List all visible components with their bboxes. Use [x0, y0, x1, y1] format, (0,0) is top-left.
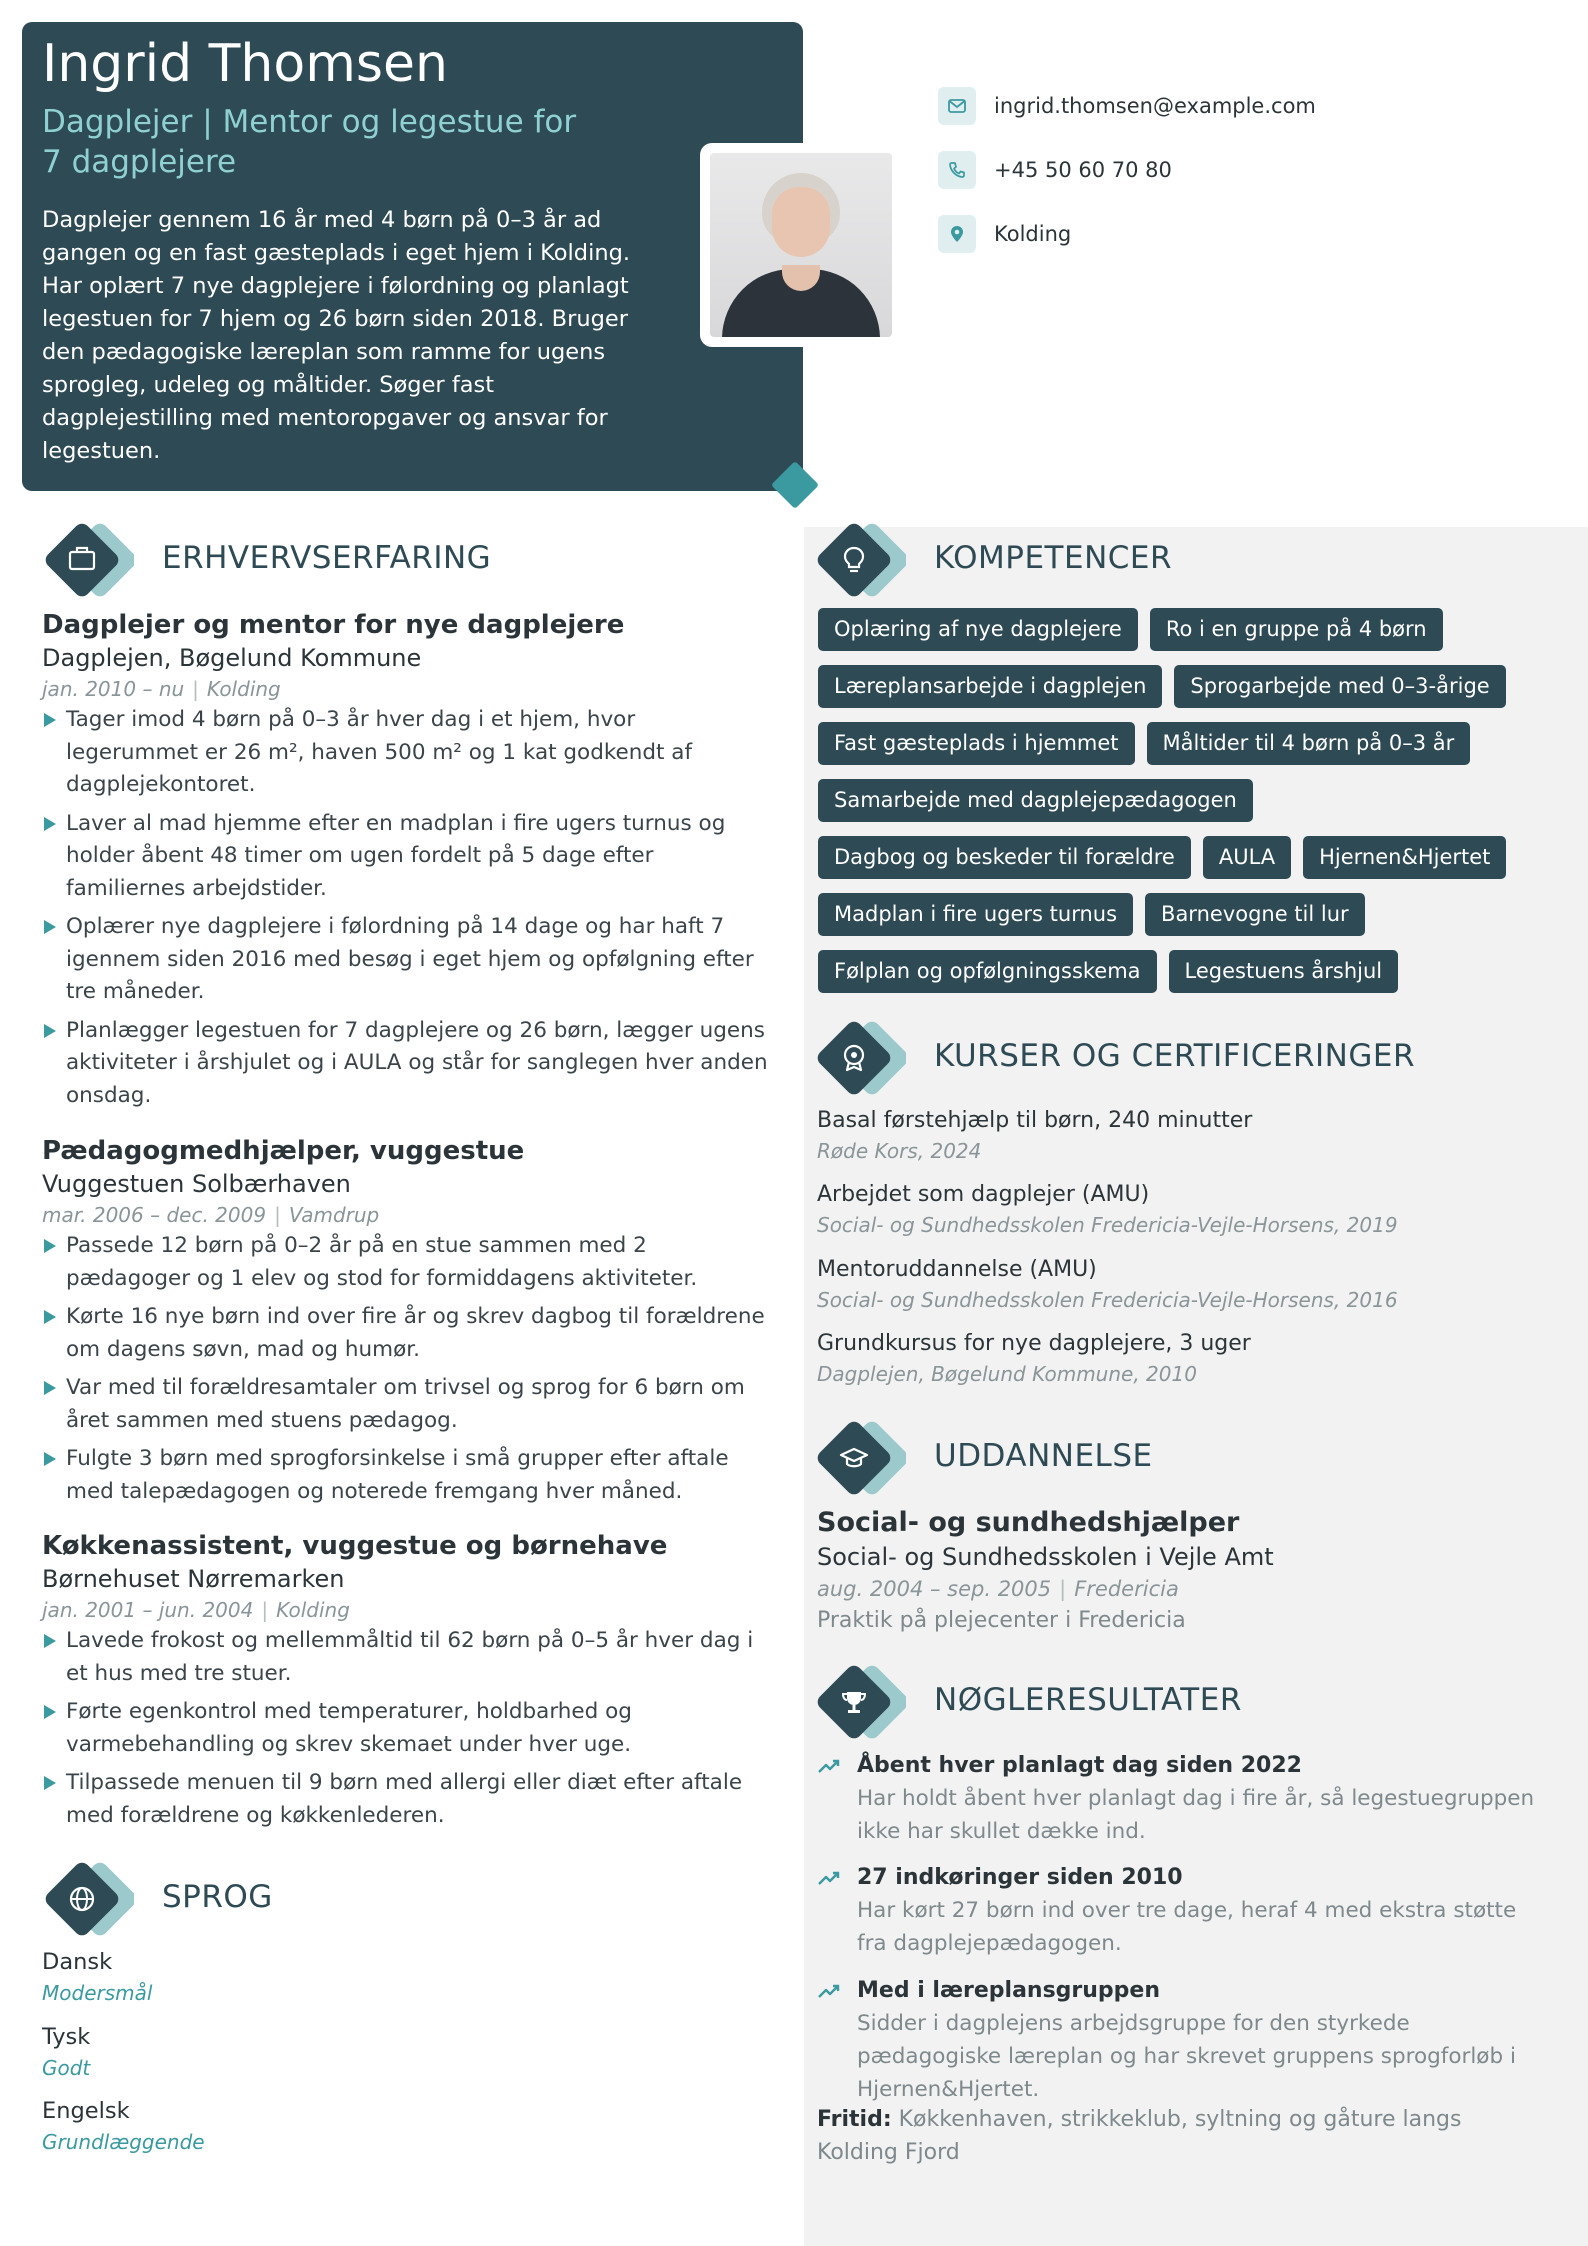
contact-location: [938, 214, 1071, 254]
job-meta: jan. 2001 – jun. 2004 | Kolding: [42, 1598, 350, 1622]
education-note: Praktik på plejecenter i Fredericia: [817, 1608, 1186, 1633]
mail-icon: [938, 87, 976, 125]
job-place: Kolding: [206, 677, 281, 701]
course-title: Grundkursus for nye dagplejere, 3 uger: [817, 1331, 1251, 1356]
education-dates: aug. 2004 – sep. 2005: [817, 1577, 1052, 1601]
course-item: [817, 1106, 1557, 1166]
skills-list: [818, 608, 1518, 993]
trophy-icon: [814, 1662, 906, 1742]
award-icon: [814, 1018, 906, 1098]
education-school: Social- og Sundhedsskolen i Vejle Amt: [817, 1543, 1274, 1571]
section-title-education: UDDANNELSE: [934, 1438, 1153, 1474]
hobbies-label: Fritid:: [817, 2107, 892, 2132]
skill-chip: Hjernen&Hjertet: [1303, 836, 1506, 879]
job-dates: jan. 2010 – nu: [42, 677, 185, 701]
job-title: Dagplejer og mentor for nye dagplejere: [42, 610, 625, 640]
result-title: 27 indkøringer siden 2010: [857, 1865, 1183, 1890]
course-source: Dagplejen, Bøgelund Kommune, 2010: [817, 1362, 1197, 1386]
skill-chip: Måltider til 4 børn på 0–3 år: [1147, 722, 1471, 765]
job-bullet: Planlægger legestuen for 7 dagplejere og 26 børn, lægger ugens aktiviteter i årshjulet og i AULA og står for sanglegen hver anden onsdag.: [42, 1015, 772, 1113]
job-organization: Børnehuset Nørremarken: [42, 1565, 345, 1593]
header-card: [22, 22, 803, 491]
globe-icon: [42, 1859, 134, 1939]
hobbies: [817, 2103, 1517, 2169]
course-source: Social- og Sundhedsskolen Fredericia-Vejle-Horsens, 2016: [817, 1288, 1398, 1312]
language-item: [42, 2095, 205, 2157]
language-level: Modersmål: [42, 1981, 153, 2005]
skill-chip: Ro i en gruppe på 4 børn: [1150, 608, 1443, 651]
result-item: [817, 1750, 1537, 1848]
course-title: Mentoruddannelse (AMU): [817, 1257, 1097, 1282]
profile-photo: [710, 153, 892, 337]
briefcase-icon: [42, 520, 134, 600]
section-title-experience: ERHVERVSERFARING: [162, 540, 492, 576]
skill-chip: Følplan og opfølgningsskema: [818, 950, 1157, 993]
job-bullet: Lavede frokost og mellemmåltid til 62 børn på 0–5 år hver dag i et hus med tre stuer.: [42, 1625, 772, 1690]
trend-up-icon: [817, 1757, 841, 1775]
job-organization: Vuggestuen Solbærhaven: [42, 1170, 351, 1198]
job-bullets: [42, 1230, 772, 1508]
skill-chip: Barnevogne til lur: [1145, 893, 1365, 936]
job-bullet: Fulgte 3 børn med sprogforsinkelse i små grupper efter aftale med talepædagogen og noterede fremgang hver måned.: [42, 1443, 772, 1508]
course-item: [817, 1329, 1557, 1389]
job-meta: mar. 2006 – dec. 2009 | Vamdrup: [42, 1203, 380, 1227]
job-organization: Dagplejen, Bøgelund Kommune: [42, 644, 422, 672]
job-bullet: Laver al mad hjemme efter en madplan i fire ugers turnus og holder åbent 48 timer om ugen fordelt på 5 dage efter familiernes arbejdstider.: [42, 808, 772, 906]
contact-email[interactable]: [938, 86, 1316, 126]
contact-phone[interactable]: [938, 150, 1172, 190]
contact-phone-text: +45 50 60 70 80: [994, 158, 1172, 182]
job-dates: jan. 2001 – jun. 2004: [42, 1598, 254, 1622]
job-entry-3: [42, 1529, 772, 1838]
trend-up-icon: [817, 1869, 841, 1887]
job-title: Køkkenassistent, vuggestue og børnehave: [42, 1531, 668, 1561]
skill-chip: AULA: [1203, 836, 1291, 879]
education-meta: aug. 2004 – sep. 2005 | Fredericia: [817, 1577, 1179, 1601]
job-entry-1: [42, 608, 772, 1118]
skill-chip: Legestuens årshjul: [1169, 950, 1399, 993]
job-bullet: Førte egenkontrol med temperaturer, holdbarhed og varmebehandling og skrev skemaet under hver uge.: [42, 1696, 772, 1761]
course-item: [817, 1255, 1557, 1315]
section-title-languages: SPROG: [162, 1879, 273, 1915]
education-title: Social- og sundhedshjælper: [817, 1507, 1240, 1538]
section-title-courses: KURSER OG CERTIFICERINGER: [934, 1038, 1415, 1074]
language-name: Dansk: [42, 1949, 113, 1975]
result-item: [817, 1975, 1537, 2106]
lightbulb-icon: [814, 520, 906, 600]
course-source: Social- og Sundhedsskolen Fredericia-Vejle-Horsens, 2019: [817, 1213, 1398, 1237]
section-title-skills: KOMPETENCER: [934, 540, 1173, 576]
profile-summary: Dagplejer gennem 16 år med 4 børn på 0–3 år ad gangen og en fast gæsteplads i eget hjem i Kolding. Har oplært 7 nye dagplejere i følordning og planlagt legestuen for 7 hjem og 26 børn siden 2018. Bruger den pædagogiske læreplan som ramme for ugens sprogleg, udeleg og måltider. Søger fast dagplejestilling med mentoropgaver og ansvar for legestuen.: [42, 207, 631, 464]
result-description: Har kørt 27 børn ind over tre dage, heraf 4 med ekstra støtte fra dagplejepædagogen.: [857, 1898, 1517, 1956]
course-item: [817, 1180, 1557, 1240]
skill-chip: Læreplansarbejde i dagplejen: [818, 665, 1162, 708]
profile-photo-frame: [700, 143, 900, 347]
course-source: Røde Kors, 2024: [817, 1139, 982, 1163]
job-bullet: Passede 12 børn på 0–2 år på en stue sammen med 2 pædagoger og 1 elev og stod for formiddagens aktiviteter.: [42, 1230, 772, 1295]
job-title: Pædagogmedhjælper, vuggestue: [42, 1136, 525, 1166]
education-place: Fredericia: [1074, 1577, 1179, 1601]
job-place: Vamdrup: [288, 1203, 380, 1227]
result-title: Åbent hver planlagt dag siden 2022: [857, 1753, 1302, 1778]
skill-chip: Madplan i fire ugers turnus: [818, 893, 1133, 936]
result-item: [817, 1862, 1537, 1960]
contact-location-text: Kolding: [994, 222, 1072, 246]
job-entry-2: [42, 1134, 772, 1514]
language-name: Engelsk: [42, 2098, 130, 2124]
result-title: Med i læreplansgruppen: [857, 1978, 1161, 2003]
result-description: Sidder i dagplejens arbejdsgruppe for den styrkede pædagogiske læreplan og har skrevet gruppens sprogforløb i Hjernen&Hjertet.: [857, 2011, 1516, 2102]
job-dates: mar. 2006 – dec. 2009: [42, 1203, 267, 1227]
job-bullets: [42, 1625, 772, 1832]
graduation-cap-icon: [814, 1418, 906, 1498]
course-title: Basal førstehjælp til børn, 240 minutter: [817, 1108, 1253, 1133]
job-bullet: Tilpassede menuen til 9 børn med allergi eller diæt efter aftale med forældrene og køkkenlederen.: [42, 1767, 772, 1832]
job-bullets: [42, 704, 772, 1112]
job-bullet: Var med til forældresamtaler om trivsel og sprog for 6 børn om året sammen med stuens pædagog.: [42, 1372, 772, 1437]
job-bullet: Oplærer nye dagplejere i følordning på 14 dage og har haft 7 igennem siden 2016 med besøg i eget hjem og opfølgning efter tre måneder.: [42, 911, 772, 1009]
job-meta: jan. 2010 – nu | Kolding: [42, 677, 281, 701]
course-title: Arbejdet som dagplejer (AMU): [817, 1182, 1150, 1207]
language-level: Grundlæggende: [42, 2130, 205, 2154]
location-pin-icon: [938, 215, 976, 253]
phone-icon: [938, 151, 976, 189]
section-title-results: NØGLERESULTATER: [934, 1682, 1242, 1718]
skill-chip: Dagbog og beskeder til forældre: [818, 836, 1191, 879]
language-name: Tysk: [42, 2024, 91, 2050]
job-bullet: Tager imod 4 børn på 0–3 år hver dag i et hjem, hvor legerummet er 26 m², haven 500 m² og 1 kat godkendt af dagplejekontoret.: [42, 704, 772, 802]
language-item: [42, 2021, 90, 2083]
job-bullet: Kørte 16 nye børn ind over fire år og skrev dagbog til forældrene om dagens søvn, mad og humør.: [42, 1301, 772, 1366]
candidate-role: Dagplejer | Mentor og legestue for 7 dagplejere: [42, 104, 577, 180]
result-description: Har holdt åbent hver planlagt dag i fire år, så legestuegruppen ikke har skullet dække ind.: [857, 1786, 1535, 1844]
skill-chip: Fast gæsteplads i hjemmet: [818, 722, 1135, 765]
skill-chip: Sprogarbejde med 0–3-årige: [1174, 665, 1505, 708]
job-place: Kolding: [276, 1598, 350, 1622]
contact-email-text: ingrid.thomsen@example.com: [994, 94, 1316, 118]
trend-up-icon: [817, 1982, 841, 2000]
education-entry: [817, 1505, 1557, 1637]
skill-chip: Samarbejde med dagplejepædagogen: [818, 779, 1253, 822]
skill-chip: Oplæring af nye dagplejere: [818, 608, 1138, 651]
hobbies-text: Køkkenhaven, strikkeklub, syltning og gåture langs Kolding Fjord: [817, 2107, 1462, 2165]
language-level: Godt: [42, 2056, 91, 2080]
candidate-name: Ingrid Thomsen: [42, 34, 448, 94]
language-item: [42, 1946, 152, 2008]
